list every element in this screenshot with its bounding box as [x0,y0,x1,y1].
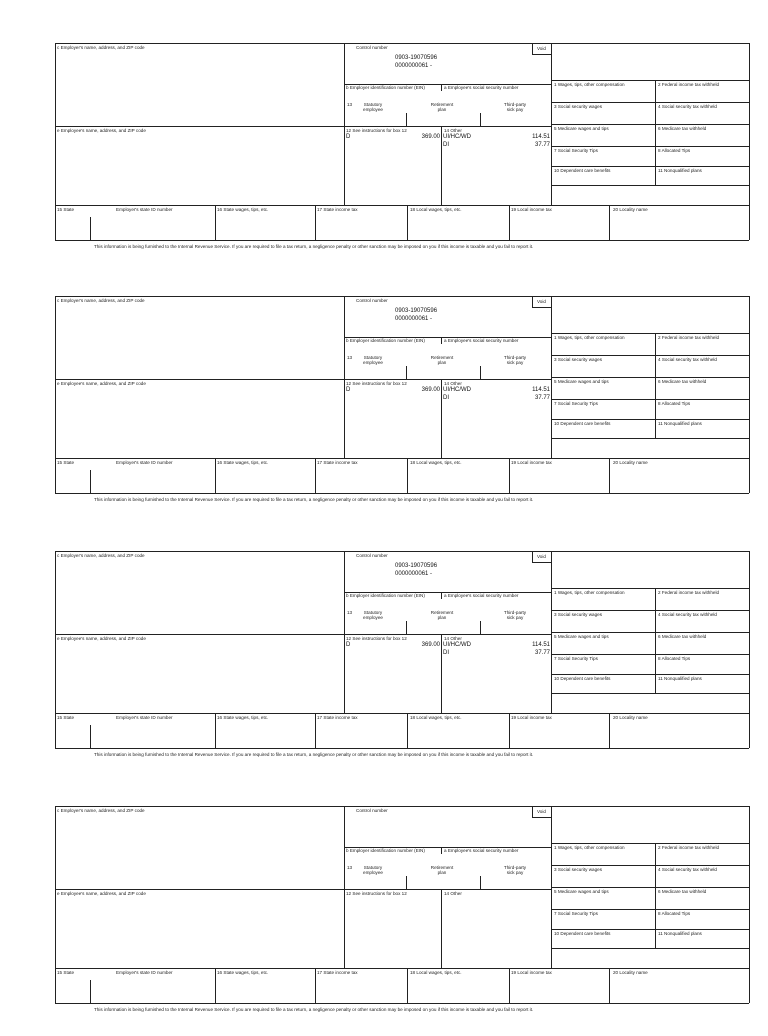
box1-label: 1 Wages, tips, other compensation [554,335,625,340]
box11-label: 11 Nonqualified plans [658,168,702,173]
rule [55,551,749,552]
rule [315,458,316,493]
rule [55,43,56,240]
rule [551,166,749,167]
irs-notice: This information is being furnished to the Internal Revenue Service. If you are required to file a tax return, a negligence penalty or other sanction may be imposed on you if this income is taxable and you fail to report it. [94,244,534,249]
rule [551,632,749,633]
void-label: Void [537,554,546,559]
rule [551,610,749,611]
rule [749,806,750,1003]
box14-line2-amount: 37.77 [534,395,550,401]
box16-label: 16 State wages, tips, etc. [217,715,269,720]
irs-notice: This information is being furnished to the Internal Revenue Service. If you are required to file a tax return, a negligence penalty or other sanction may be imposed on you if this income is taxable and you fail to report it. [94,752,534,757]
box8-label: 8 Allocated Tips [658,401,691,406]
rule [441,379,442,458]
rule [344,551,345,713]
box4-label: 4 Social security tax withheld [658,612,717,617]
rule [655,333,656,438]
rule [315,968,316,1003]
rule [441,337,442,344]
employee-label: e Employee's name, address, and ZIP code [57,636,146,641]
box19-label: 19 Local income tax [511,970,552,975]
control-number-label: Control number [356,45,388,50]
irs-notice: This information is being furnished to the Internal Revenue Service. If you are required to file a tax return, a negligence penalty or other sanction may be imposed on you if this income is taxable and you fail to report it. [94,1007,534,1012]
rule [655,843,656,948]
void-label: Void [537,809,546,814]
box8-label: 8 Allocated Tips [658,148,691,153]
box14-line1-label: UI/HC/WD [443,642,471,648]
employee-label: e Employee's name, address, and ZIP code [57,891,146,896]
control-number-value: 0903-19070596 [395,308,438,314]
control-number-suffix: 0000000061 - [395,571,433,577]
rule [551,654,749,655]
rule [344,43,345,205]
rule [406,113,407,126]
box1-label: 1 Wages, tips, other compensation [554,82,625,87]
ssn-label: a Employee's social security number [444,848,519,853]
employee-label: e Employee's name, address, and ZIP code [57,128,146,133]
rule [55,296,749,297]
rule [315,713,316,748]
box17-label: 17 State income tax [317,970,358,975]
rule [551,102,749,103]
rule [55,551,56,748]
state-id-label: Employer's state ID number [116,715,173,720]
box8-label: 8 Allocated Tips [658,911,691,916]
box4-label: 4 Social security tax withheld [658,357,717,362]
box14-line2-label: DI [443,650,449,656]
ssn-label: a Employee's social security number [444,593,519,598]
box14-line1-label: UI/HC/WD [443,387,471,393]
rule [480,621,481,634]
rule [609,968,610,1003]
box16-label: 16 State wages, tips, etc. [217,460,269,465]
box3-label: 3 Social security wages [554,357,603,362]
box2-label: 2 Federal income tax withheld [658,590,720,595]
rule [749,43,750,240]
box7-label: 7 Social Security Tips [554,911,598,916]
rule [407,458,408,493]
rule [655,588,656,693]
box16-label: 16 State wages, tips, etc. [217,207,269,212]
statutory-employee-label: Statutory employee [363,865,383,875]
box14-line2-amount: 37.77 [534,650,550,656]
rule [215,713,216,748]
rule [551,399,749,400]
box12-amount: 369.00 [421,387,440,393]
box14-line1-amount: 114.51 [532,387,550,393]
rule [532,551,533,562]
box5-label: 5 Medicare wages and tips [554,379,609,384]
rule [344,126,551,127]
employee-label: e Employee's name, address, and ZIP code [57,381,146,386]
rule [215,968,216,1003]
rule [480,366,481,379]
rule [551,588,749,589]
rule [532,806,533,817]
box10-label: 10 Dependent care benefits [554,676,611,681]
retirement-plan-label: Retirement plan [430,865,454,875]
box11-label: 11 Nonqualified plans [658,676,702,681]
rule [441,126,442,205]
w2-form-2 [0,296,768,526]
rule [609,205,610,240]
box2-label: 2 Federal income tax withheld [658,82,720,87]
box20-label: 20 Locality name [613,460,648,465]
box19-label: 19 Local income tax [511,207,552,212]
rule [407,205,408,240]
box13-label: 13 [347,102,353,107]
rule [551,419,749,420]
box1-label: 1 Wages, tips, other compensation [554,845,625,850]
box1-label: 1 Wages, tips, other compensation [554,590,625,595]
control-number-value: 0903-19070596 [395,563,438,569]
rule [532,54,551,55]
box14-label: 14 Other [444,381,462,386]
box19-label: 19 Local income tax [511,715,552,720]
rule [55,43,749,44]
rule [55,205,749,206]
box5-label: 5 Medicare wages and tips [554,126,609,131]
control-number-value: 0903-19070596 [395,55,438,61]
rule [532,307,551,308]
box19-label: 19 Local income tax [511,460,552,465]
box10-label: 10 Dependent care benefits [554,168,611,173]
box14-label: 14 Other [444,128,462,133]
box2-label: 2 Federal income tax withheld [658,845,720,850]
employer-label: c Employer's name, address, and ZIP code [57,298,145,303]
rule [532,562,551,563]
box11-label: 11 Nonqualified plans [658,421,702,426]
rule [655,80,656,185]
control-number-label: Control number [356,553,388,558]
ein-label: b Employer identification number (EIN) [346,848,425,853]
rule [441,847,442,854]
rule [551,333,749,334]
rule [344,296,345,458]
retirement-plan-label: Retirement plan [430,610,454,620]
ein-label: b Employer identification number (EIN) [346,593,425,598]
w2-form-4 [0,806,768,1036]
box15-label: 15 State [57,970,75,975]
rule [551,438,749,439]
irs-notice: This information is being furnished to the Internal Revenue Service. If you are required to file a tax return, a negligence penalty or other sanction may be imposed on you if this income is taxable and you fail to report it. [94,497,534,502]
box12-code: D [346,642,351,648]
rule [551,146,749,147]
rule [509,205,510,240]
box17-label: 17 State income tax [317,715,358,720]
rule [215,458,216,493]
box7-label: 7 Social Security Tips [554,401,598,406]
rule [749,296,750,493]
rule [551,674,749,675]
rule [551,948,749,949]
rule [406,876,407,889]
box6-label: 6 Medicare tax withheld [658,889,707,894]
rule [551,355,749,356]
rule [551,693,749,694]
rule [551,929,749,930]
rule [749,551,750,748]
rule [90,217,91,240]
w2-form-1 [0,43,768,273]
rule [509,713,510,748]
rule [532,817,551,818]
rule [551,909,749,910]
rule [480,876,481,889]
rule [441,592,442,599]
rule [55,713,749,714]
box4-label: 4 Social security tax withheld [658,867,717,872]
box18-label: 18 Local wages, tips, etc. [410,715,462,720]
rule [90,470,91,493]
control-number-suffix: 0000000061 - [395,63,433,69]
rule [55,748,749,749]
box14-line2-label: DI [443,142,449,148]
box12-amount: 369.00 [421,134,440,140]
ssn-label: a Employee's social security number [444,338,519,343]
third-party-sick-pay-label: Third-party sick pay [503,610,527,620]
box10-label: 10 Dependent care benefits [554,421,611,426]
rule [509,458,510,493]
box13-label: 13 [347,865,353,870]
rule [441,84,442,91]
rule [509,968,510,1003]
rule [551,185,749,186]
third-party-sick-pay-label: Third-party sick pay [503,865,527,875]
rule [315,205,316,240]
box14-label: 14 Other [444,636,462,641]
statutory-employee-label: Statutory employee [363,102,383,112]
employer-label: c Employer's name, address, and ZIP code [57,808,145,813]
rule [407,713,408,748]
rule [90,980,91,1003]
control-number-label: Control number [356,808,388,813]
w2-form-3 [0,551,768,781]
rule [344,889,551,890]
rule [609,713,610,748]
box18-label: 18 Local wages, tips, etc. [410,970,462,975]
rule [55,240,749,241]
box12-code: D [346,134,351,140]
rule [441,889,442,968]
third-party-sick-pay-label: Third-party sick pay [503,102,527,112]
box12-code: D [346,387,351,393]
rule [55,806,749,807]
box16-label: 16 State wages, tips, etc. [217,970,269,975]
ein-label: b Employer identification number (EIN) [346,85,425,90]
box14-line1-amount: 114.51 [532,134,550,140]
rule [609,458,610,493]
rule [406,621,407,634]
rule [480,113,481,126]
rule [55,126,344,127]
box14-line1-amount: 114.51 [532,642,550,648]
box14-label: 14 Other [444,891,462,896]
box14-line2-label: DI [443,395,449,401]
box7-label: 7 Social Security Tips [554,656,598,661]
rule [344,806,345,968]
rule [407,968,408,1003]
box13-label: 13 [347,355,353,360]
control-number-label: Control number [356,298,388,303]
statutory-employee-label: Statutory employee [363,610,383,620]
retirement-plan-label: Retirement plan [430,355,454,365]
box14-line1-label: UI/HC/WD [443,134,471,140]
box5-label: 5 Medicare wages and tips [554,889,609,894]
rule [55,458,749,459]
rule [215,205,216,240]
box5-label: 5 Medicare wages and tips [554,634,609,639]
box2-label: 2 Federal income tax withheld [658,335,720,340]
box6-label: 6 Medicare tax withheld [658,126,707,131]
box20-label: 20 Locality name [613,715,648,720]
rule [55,806,56,1003]
box11-label: 11 Nonqualified plans [658,931,702,936]
rule [55,968,749,969]
rule [90,725,91,748]
box13-label: 13 [347,610,353,615]
rule [55,889,344,890]
box18-label: 18 Local wages, tips, etc. [410,207,462,212]
rule [344,379,551,380]
rule [532,43,533,54]
rule [55,493,749,494]
box17-label: 17 State income tax [317,207,358,212]
employer-label: c Employer's name, address, and ZIP code [57,553,145,558]
box15-label: 15 State [57,460,75,465]
ein-label: b Employer identification number (EIN) [346,338,425,343]
box12-label: 12 See instructions for box 12 [346,381,407,386]
box10-label: 10 Dependent care benefits [554,931,611,936]
employer-label: c Employer's name, address, and ZIP code [57,45,145,50]
rule [551,887,749,888]
rule [55,296,56,493]
rule [406,366,407,379]
rule [55,634,344,635]
control-number-suffix: 0000000061 - [395,316,433,322]
box6-label: 6 Medicare tax withheld [658,634,707,639]
box12-label: 12 See instructions for box 12 [346,891,407,896]
rule [344,634,551,635]
box14-line2-amount: 37.77 [534,142,550,148]
statutory-employee-label: Statutory employee [363,355,383,365]
box3-label: 3 Social security wages [554,612,603,617]
rule [551,865,749,866]
state-id-label: Employer's state ID number [116,207,173,212]
box20-label: 20 Locality name [613,207,648,212]
rule [55,379,344,380]
box12-label: 12 See instructions for box 12 [346,128,407,133]
void-label: Void [537,299,546,304]
box8-label: 8 Allocated Tips [658,656,691,661]
third-party-sick-pay-label: Third-party sick pay [503,355,527,365]
rule [551,80,749,81]
rule [551,377,749,378]
void-label: Void [537,46,546,51]
rule [55,1003,749,1004]
box7-label: 7 Social Security Tips [554,148,598,153]
rule [551,843,749,844]
box17-label: 17 State income tax [317,460,358,465]
state-id-label: Employer's state ID number [116,970,173,975]
retirement-plan-label: Retirement plan [430,102,454,112]
box20-label: 20 Locality name [613,970,648,975]
box3-label: 3 Social security wages [554,867,603,872]
box12-label: 12 See instructions for box 12 [346,636,407,641]
box4-label: 4 Social security tax withheld [658,104,717,109]
box6-label: 6 Medicare tax withheld [658,379,707,384]
rule [551,124,749,125]
box15-label: 15 State [57,715,75,720]
rule [532,296,533,307]
ssn-label: a Employee's social security number [444,85,519,90]
box3-label: 3 Social security wages [554,104,603,109]
box12-amount: 369.00 [421,642,440,648]
box18-label: 18 Local wages, tips, etc. [410,460,462,465]
rule [441,634,442,713]
box15-label: 15 State [57,207,75,212]
state-id-label: Employer's state ID number [116,460,173,465]
